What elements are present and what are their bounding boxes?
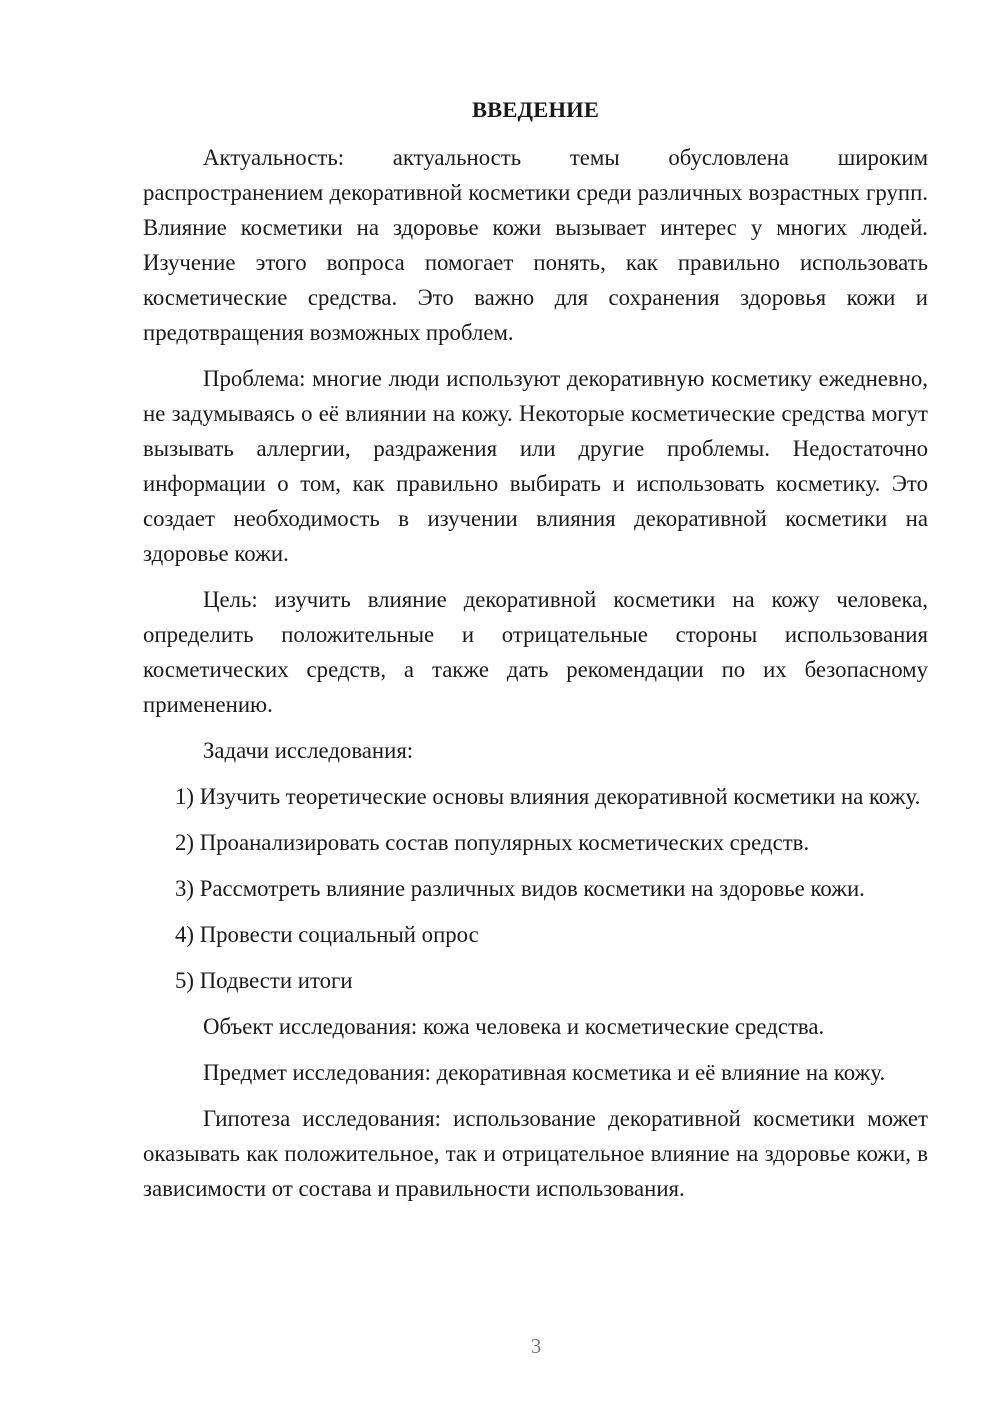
task-item: 5) Подвести итоги	[175, 968, 353, 993]
task-item: 3) Рассмотреть влияние различных видов косметики на здоровье кожи.	[175, 876, 865, 901]
task-item: 2) Проанализировать состав популярных косметических средств.	[175, 830, 810, 855]
tasks-heading: Задачи исследования:	[203, 738, 414, 763]
page-number: 3	[530, 1334, 542, 1358]
problem-paragraph: Проблема: многие люди используют декоративную косметику ежедневно, не задумываясь о её влиянии на кожу. Некоторые косметические средства могут вызывать аллергии, раздражения или другие проблемы. Недостаточно информации о том, как правильно выбирать и использовать косметику. Это создает необходимость в изучении влияния декоративной косметики на здоровье кожи.	[143, 366, 928, 566]
subject-paragraph: Предмет исследования: декоративная косметика и её влияние на кожу.	[203, 1060, 886, 1085]
task-item: 1) Изучить теоретические основы влияния декоративной косметики на кожу.	[175, 784, 921, 809]
task-item: 4) Провести социальный опрос	[175, 922, 479, 947]
relevance-paragraph: Актуальность: актуальность темы обусловлена широким распространением декоративной косметики среди различных возрастных групп. Влияние косметики на здоровье кожи вызывает интерес у многих людей. Изучение этого вопроса помогает понять, как правильно использовать косметические средства. Это важно для сохранения здоровья кожи и предотвращения возможных проблем.	[143, 145, 928, 345]
hypothesis-paragraph: Гипотеза исследования: использование декоративной косметики может оказывать как положительное, так и отрицательное влияние на здоровье кожи, в зависимости от состава и правильности использования.	[143, 1106, 928, 1201]
goal-paragraph: Цель: изучить влияние декоративной косметики на кожу человека, определить положительные и отрицательные стороны использования косметических средств, а также дать рекомендации по их безопасному применению.	[143, 587, 928, 717]
document-page	[143, 92, 928, 1217]
page-title: ВВЕДЕНИЕ	[471, 97, 600, 122]
object-paragraph: Объект исследования: кожа человека и косметические средства.	[203, 1014, 825, 1039]
